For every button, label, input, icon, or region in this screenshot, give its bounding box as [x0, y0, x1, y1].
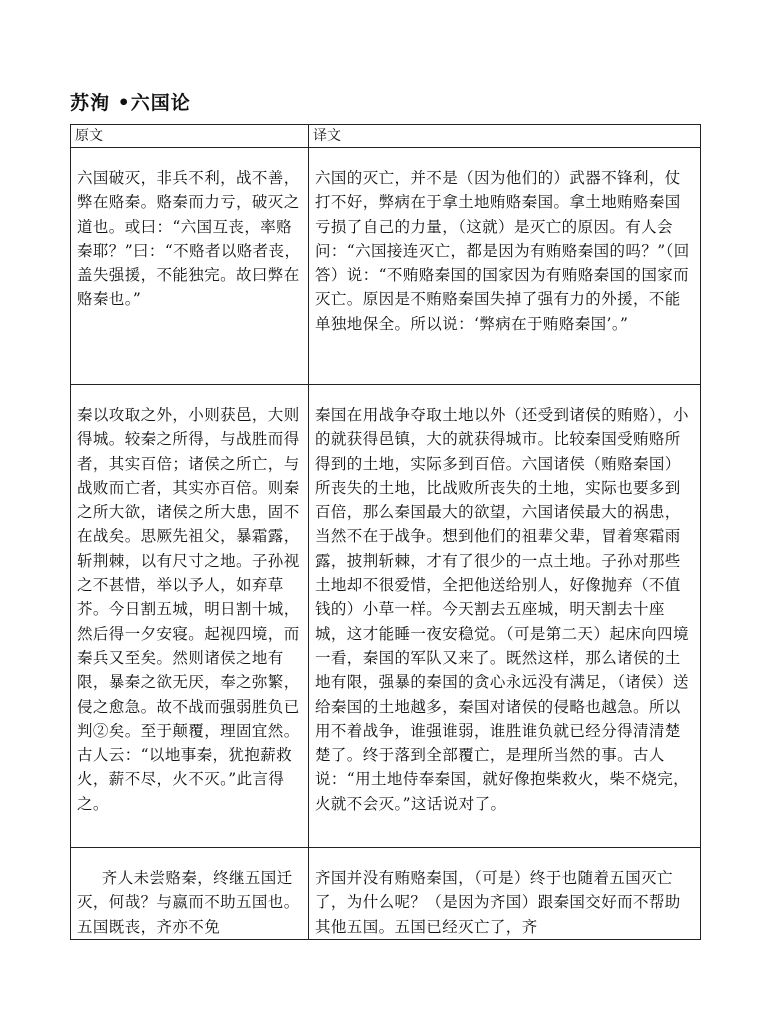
original-text: 齐人未尝赂秦，终继五国迁灭，何哉？与嬴而不助五国也。五国既丧，齐亦不免 — [77, 869, 300, 936]
original-cell — [71, 148, 309, 385]
translation-text: 齐国并没有贿赂秦国，（可是）终于也随着五国灭亡了，为什么呢？（是因为齐国）跟秦国交好而不帮助其他五国。五国已经灭亡了，齐 — [315, 869, 681, 936]
translation-cell — [309, 148, 701, 385]
original-text: 秦以攻取之外，小则获邑，大则得城。较秦之所得，与战胜而得者，其实百倍；诸侯之所亡，与战败而亡者，其实亦百倍。则秦之所大欲，诸侯之所大患，固不在战矣。思厥先祖父，暴霜露，斩荆棘，以有尺寸之地。子孙视之不甚惜，举以予人，如弃草芥。今日割五城，明日割十城，然后得一夕安寝。起视四境，而秦兵又至矣。然则诸侯之地有限，暴秦之欲无厌，奉之弥繁，侵之愈急。故不战而强弱胜负已判②矣。至于颠覆，理固宜然。古人云：“以地事秦，犹抱薪救火，薪不尽，火不灭。”此言得之。 — [77, 406, 300, 813]
translation-cell — [309, 385, 701, 848]
original-cell — [71, 848, 309, 940]
translation-text: 六国的灭亡，并不是（因为他们的）武器不锋利，仗打不好，弊病在于拿土地贿赂秦国。拿土地贿赂秦国亏损了自己的力量，（这就）是灭亡的原因。有人会问：“六国接连灭亡，都是因为有贿赂秦国的吗？”（回答）说：“不贿赂秦国的国家因为有贿赂秦国的国家而灭亡。原因是不贿赂秦国失掉了强有力的外援，不能单独地保全。所以说：‘弊病在于贿赂秦国’。” — [315, 169, 690, 333]
table-header-row — [71, 125, 701, 148]
header-original: 原文 — [71, 125, 309, 148]
table-row — [71, 848, 701, 940]
header-translation: 译文 — [309, 125, 701, 148]
table-row — [71, 148, 701, 385]
original-text: 六国破灭，非兵不利，战不善，弊在赂秦。赂秦而力亏，破灭之道也。或曰：“六国互丧，率赂秦耶？”曰：“不赂者以赂者丧，盖失强援，不能独完。故曰弊在赂秦也。” — [77, 169, 301, 309]
original-cell — [71, 385, 309, 848]
table-row — [71, 385, 701, 848]
translation-cell — [309, 848, 701, 940]
translation-text: 秦国在用战争夺取土地以外（还受到诸侯的贿赂），小的就获得邑镇，大的就获得城市。比较秦国受贿赂所得到的土地，实际多到百倍。六国诸侯（贿赂秦国）所丧失的土地，比战败所丧失的土地，实际也要多到百倍，那么秦国最大的欲望，六国诸侯最大的祸患，当然不在于战争。想到他们的祖辈父辈，冒着寒霜雨露，披荆斩棘，才有了很少的一点土地。子孙对那些土地却不很爱惜，全把他送给别人，好像抛弃（不值钱的）小草一样。今天割去五座城，明天割去十座城，这才能睡一夜安稳觉。（可是第二天）起床向四境一看，秦国的军队又来了。既然这样，那么诸侯的土地有限，强暴的秦国的贪心永远没有满足，（诸侯）送给秦国的土地越多，秦国对诸侯的侵略也越急。所以用不着战争，谁强谁弱，谁胜谁负就已经分得清清楚楚了。终于落到全部覆亡，是理所当然的事。古人说：“用土地侍奉秦国，就好像抱柴救火，柴不烧完，火就不会灭。”这话说对了。 — [315, 406, 690, 813]
document-title: 苏洵 •六国论 — [70, 92, 191, 114]
translation-table — [70, 124, 701, 940]
